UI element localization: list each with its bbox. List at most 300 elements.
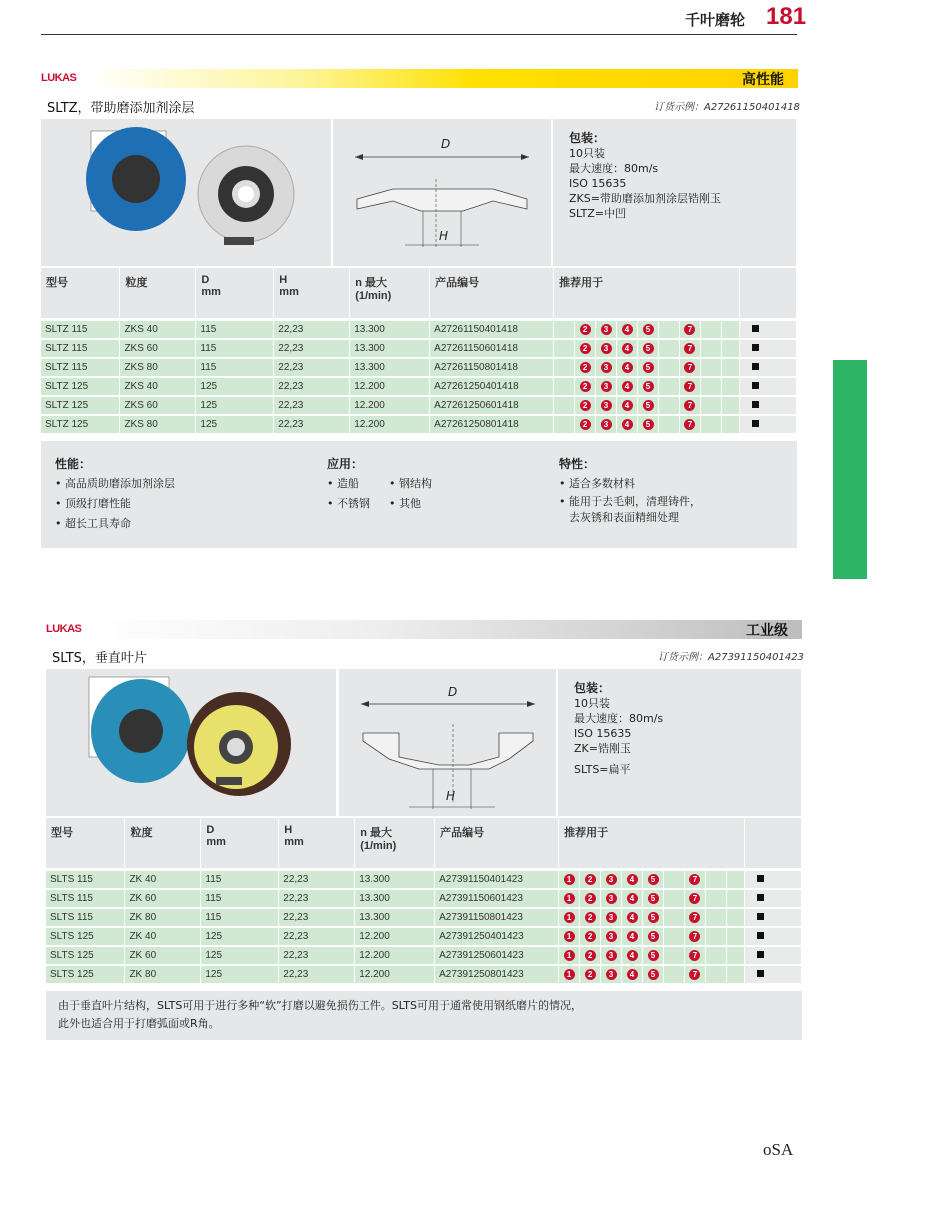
- cell-model: SLTZ 115: [41, 358, 120, 377]
- application-mark-cell: [721, 321, 739, 339]
- performance-item: • 顶级打磨性能: [55, 497, 131, 510]
- application-number-icon: 3: [606, 893, 617, 904]
- col-recommended: 推荐用于: [559, 818, 745, 868]
- application-mark-cell: [554, 339, 575, 358]
- application-mark-cell: [596, 377, 617, 396]
- application-mark-cell: [601, 871, 622, 889]
- cell-model: SLTZ 125: [41, 396, 120, 415]
- application-number-icon: 2: [585, 893, 596, 904]
- cell-grit: ZK 80: [125, 965, 201, 984]
- stock-cell: [744, 965, 801, 984]
- application-mark-cell: [643, 889, 664, 908]
- application-number-icon: 7: [684, 362, 695, 373]
- application-number-icon: 3: [606, 969, 617, 980]
- application-mark-cell: [684, 946, 705, 965]
- performance-item: • 超长工具寿命: [55, 517, 131, 530]
- application-mark-cell: [664, 927, 685, 946]
- application-number-icon: 5: [648, 969, 659, 980]
- application-mark-cell: [679, 339, 700, 358]
- application-mark-cell: [622, 946, 643, 965]
- packaging-line: SLTS=扁平: [574, 763, 631, 776]
- section-side-tab: [833, 360, 867, 579]
- application-number-icon: 4: [627, 893, 638, 904]
- cell-d: 115: [196, 358, 274, 377]
- application-mark-cell: [580, 871, 601, 889]
- cell-n: 12.200: [355, 927, 435, 946]
- application-mark-cell: [679, 321, 700, 339]
- application-number-icon: 5: [643, 400, 654, 411]
- table-row: [46, 908, 802, 927]
- application-mark-cell: [638, 321, 659, 339]
- stock-square-icon: [757, 894, 764, 901]
- application-mark-cell: [659, 321, 680, 339]
- col-recommended: 推荐用于: [554, 268, 740, 318]
- application-mark-cell: [659, 358, 680, 377]
- application-number-icon: 3: [601, 343, 612, 354]
- cell-n: 12.200: [355, 965, 435, 984]
- application-mark-cell: [705, 946, 726, 965]
- application-number-icon: 5: [643, 381, 654, 392]
- application-mark-cell: [700, 321, 721, 339]
- application-mark-cell: [638, 396, 659, 415]
- stock-cell: [739, 396, 796, 415]
- application-number-icon: 2: [585, 969, 596, 980]
- application-number-icon: 3: [606, 950, 617, 961]
- application-mark-cell: [559, 927, 580, 946]
- table-row: [46, 965, 802, 984]
- application-number-icon: 5: [643, 343, 654, 354]
- table-row: [41, 321, 797, 339]
- stock-cell: [744, 946, 801, 965]
- packaging-line: 最大速度：80m/s: [569, 162, 659, 175]
- cell-d: 125: [201, 965, 279, 984]
- table-row: [46, 946, 802, 965]
- application-mark-cell: [601, 889, 622, 908]
- table-row: [41, 377, 797, 396]
- cell-grit: ZKS 80: [120, 415, 196, 434]
- application-number-icon: 3: [606, 931, 617, 942]
- application-number-icon: 4: [622, 362, 633, 373]
- cell-d: 115: [201, 889, 279, 908]
- application-mark-cell: [726, 908, 744, 927]
- application-mark-cell: [596, 415, 617, 434]
- dimension-diagram-panel: [333, 119, 551, 266]
- application-heading: 应用：: [327, 457, 364, 471]
- application-mark-cell: [643, 965, 664, 984]
- table-row: [41, 415, 797, 434]
- application-mark-cell: [622, 871, 643, 889]
- tier-band: [86, 69, 798, 88]
- cell-model: SLTS 115: [46, 908, 125, 927]
- cell-grit: ZK 40: [125, 871, 201, 889]
- packaging-panel: [558, 669, 801, 816]
- stock-square-icon: [752, 325, 759, 332]
- application-mark-cell: [721, 339, 739, 358]
- cell-model: SLTS 115: [46, 889, 125, 908]
- application-mark-cell: [643, 946, 664, 965]
- stock-cell: [744, 889, 801, 908]
- application-number-icon: 2: [580, 400, 591, 411]
- application-number-icon: 3: [601, 381, 612, 392]
- packaging-line: SLTZ=中凹: [569, 207, 627, 220]
- cell-d: 115: [196, 339, 274, 358]
- application-number-icon: 1: [564, 912, 575, 923]
- application-mark-cell: [575, 321, 596, 339]
- stock-square-icon: [757, 913, 764, 920]
- page-number: 181: [766, 3, 807, 30]
- cell-d: 125: [196, 396, 274, 415]
- note-panel: [46, 991, 802, 1040]
- cell-model: SLTS 115: [46, 871, 125, 889]
- application-mark-cell: [601, 965, 622, 984]
- application-number-icon: 3: [606, 912, 617, 923]
- product-title: SLTZ，带助磨添加剂涂层: [47, 101, 195, 116]
- height-label: H: [439, 229, 449, 243]
- application-number-icon: 2: [580, 343, 591, 354]
- application-number-icon: 5: [648, 931, 659, 942]
- cell-grit: ZKS 80: [120, 358, 196, 377]
- application-mark-cell: [721, 396, 739, 415]
- note-line: 此外也适合用于打磨弧面或R角。: [58, 1017, 220, 1030]
- cell-model: SLTS 125: [46, 965, 125, 984]
- application-number-icon: 7: [689, 912, 700, 923]
- cell-article: A27261150601418: [430, 339, 554, 358]
- product-image-panel: [41, 119, 331, 266]
- application-mark-cell: [575, 396, 596, 415]
- application-mark-cell: [622, 965, 643, 984]
- application-number-icon: 3: [606, 874, 617, 885]
- application-number-icon: 4: [622, 419, 633, 430]
- cell-n: 12.200: [350, 415, 430, 434]
- application-number-icon: 2: [585, 912, 596, 923]
- application-mark-cell: [679, 415, 700, 434]
- properties-item: • 能用于去毛刺，清理铸件，: [559, 495, 701, 508]
- application-mark-cell: [575, 339, 596, 358]
- cell-n: 13.300: [355, 871, 435, 889]
- application-mark-cell: [726, 889, 744, 908]
- application-mark-cell: [643, 927, 664, 946]
- cell-d: 115: [201, 871, 279, 889]
- packaging-line: 10只装: [574, 697, 610, 710]
- application-mark-cell: [638, 339, 659, 358]
- application-mark-cell: [705, 908, 726, 927]
- application-item: • 其他: [389, 497, 421, 510]
- stock-square-icon: [752, 363, 759, 370]
- application-number-icon: 2: [585, 874, 596, 885]
- cell-article: A27391150601423: [435, 889, 559, 908]
- col-grit: 粒度: [125, 818, 201, 868]
- features-panel: [41, 441, 797, 548]
- application-number-icon: 2: [580, 362, 591, 373]
- application-mark-cell: [575, 377, 596, 396]
- application-mark-cell: [580, 908, 601, 927]
- application-mark-cell: [705, 871, 726, 889]
- application-mark-cell: [705, 889, 726, 908]
- cell-article: A27391250401423: [435, 927, 559, 946]
- page-header-title: 千叶磨轮: [685, 11, 746, 29]
- cell-h: 22,23: [279, 946, 355, 965]
- order-example: 订货示例：A27261150401418: [654, 102, 800, 113]
- application-mark-cell: [721, 358, 739, 377]
- application-mark-cell: [684, 871, 705, 889]
- application-mark-cell: [659, 396, 680, 415]
- product-title: SLTS，垂直叶片: [52, 651, 147, 666]
- properties-item: 去灰锈和表面精细处理: [569, 511, 679, 524]
- application-block: [327, 454, 507, 514]
- application-number-icon: 7: [689, 931, 700, 942]
- cell-grit: ZKS 40: [120, 377, 196, 396]
- cell-grit: ZKS 40: [120, 321, 196, 339]
- application-mark-cell: [575, 415, 596, 434]
- cell-n: 13.300: [355, 908, 435, 927]
- application-mark-cell: [721, 415, 739, 434]
- application-mark-cell: [554, 415, 575, 434]
- flap-disc-image: [46, 669, 336, 816]
- cell-h: 22,23: [279, 927, 355, 946]
- col-bore: H mm: [274, 268, 350, 318]
- application-number-icon: 7: [689, 874, 700, 885]
- application-number-icon: 3: [601, 362, 612, 373]
- cell-grit: ZK 40: [125, 927, 201, 946]
- cell-d: 125: [196, 377, 274, 396]
- cell-model: SLTZ 115: [41, 339, 120, 358]
- cell-article: A27261150801418: [430, 358, 554, 377]
- application-mark-cell: [617, 339, 638, 358]
- packaging-heading: 包装：: [569, 131, 606, 145]
- application-mark-cell: [700, 377, 721, 396]
- stock-square-icon: [752, 401, 759, 408]
- application-number-icon: 7: [689, 969, 700, 980]
- packaging-line: ISO 15635: [569, 177, 627, 190]
- application-number-icon: 7: [684, 381, 695, 392]
- stock-cell: [739, 321, 796, 339]
- performance-heading: 性能：: [55, 457, 92, 471]
- brand-logo: LUKAS: [46, 623, 82, 635]
- product-image-panel: [46, 669, 336, 816]
- stock-cell: [744, 927, 801, 946]
- cell-article: A27391150401423: [435, 871, 559, 889]
- application-mark-cell: [700, 339, 721, 358]
- cell-grit: ZKS 60: [120, 396, 196, 415]
- application-mark-cell: [617, 321, 638, 339]
- table-row: [41, 396, 797, 415]
- application-mark-cell: [580, 965, 601, 984]
- stock-cell: [739, 415, 796, 434]
- application-mark-cell: [705, 965, 726, 984]
- application-number-icon: 4: [622, 343, 633, 354]
- application-number-icon: 5: [648, 874, 659, 885]
- height-label: H: [446, 789, 456, 803]
- cell-h: 22,23: [279, 908, 355, 927]
- cell-model: SLTS 125: [46, 927, 125, 946]
- cell-n: 13.300: [350, 321, 430, 339]
- cell-model: SLTZ 125: [41, 415, 120, 434]
- application-number-icon: 2: [585, 931, 596, 942]
- application-number-icon: 3: [601, 400, 612, 411]
- stock-cell: [739, 377, 796, 396]
- tier-band: [90, 620, 802, 639]
- application-mark-cell: [601, 927, 622, 946]
- col-stock: [744, 818, 801, 868]
- cell-h: 22,23: [274, 415, 350, 434]
- application-mark-cell: [617, 358, 638, 377]
- properties-heading: 特性：: [559, 457, 596, 471]
- stock-cell: [739, 358, 796, 377]
- application-mark-cell: [664, 908, 685, 927]
- application-mark-cell: [638, 377, 659, 396]
- packaging-heading: 包装：: [574, 681, 611, 695]
- tier-label: 工业级: [746, 623, 788, 639]
- application-mark-cell: [601, 908, 622, 927]
- application-mark-cell: [684, 889, 705, 908]
- cell-model: SLTZ 125: [41, 377, 120, 396]
- application-number-icon: 3: [601, 419, 612, 430]
- application-number-icon: 1: [564, 931, 575, 942]
- cell-n: 12.200: [355, 946, 435, 965]
- application-number-icon: 5: [648, 950, 659, 961]
- stock-square-icon: [752, 382, 759, 389]
- cell-d: 125: [196, 415, 274, 434]
- application-number-icon: 7: [689, 950, 700, 961]
- properties-item: • 适合多数材料: [559, 477, 635, 490]
- stock-cell: [744, 871, 801, 889]
- application-mark-cell: [638, 358, 659, 377]
- application-item: • 不锈钢: [327, 497, 370, 510]
- application-mark-cell: [664, 946, 685, 965]
- packaging-line: 10只装: [569, 147, 605, 160]
- col-max-speed: n 最大 (1/min): [355, 818, 435, 868]
- application-mark-cell: [617, 396, 638, 415]
- application-number-icon: 5: [648, 893, 659, 904]
- packaging-line: ISO 15635: [574, 727, 632, 740]
- application-number-icon: 5: [643, 419, 654, 430]
- application-mark-cell: [559, 965, 580, 984]
- stock-cell: [739, 339, 796, 358]
- application-number-icon: 7: [684, 419, 695, 430]
- cell-n: 13.300: [350, 358, 430, 377]
- packaging-panel: [553, 119, 796, 266]
- application-number-icon: 4: [627, 969, 638, 980]
- stock-square-icon: [757, 951, 764, 958]
- application-number-icon: 1: [564, 950, 575, 961]
- packaging-line: ZK=锆刚玉: [574, 742, 631, 755]
- application-number-icon: 7: [684, 343, 695, 354]
- application-mark-cell: [622, 889, 643, 908]
- application-number-icon: 2: [580, 381, 591, 392]
- application-item: • 钢结构: [389, 477, 432, 490]
- application-number-icon: 4: [627, 874, 638, 885]
- properties-block: [559, 454, 789, 526]
- application-mark-cell: [684, 908, 705, 927]
- application-number-icon: 4: [627, 950, 638, 961]
- cell-h: 22,23: [274, 377, 350, 396]
- dimension-diagram-panel: [339, 669, 556, 816]
- cell-n: 13.300: [355, 889, 435, 908]
- application-mark-cell: [643, 871, 664, 889]
- cell-article: A27261250601418: [430, 396, 554, 415]
- table-row: [41, 339, 797, 358]
- cell-article: A27391250601423: [435, 946, 559, 965]
- application-mark-cell: [643, 908, 664, 927]
- application-mark-cell: [664, 871, 685, 889]
- cell-d: 125: [201, 946, 279, 965]
- cell-model: SLTZ 115: [41, 321, 120, 339]
- tier-label: 高性能: [742, 72, 784, 88]
- cell-model: SLTS 125: [46, 946, 125, 965]
- stock-square-icon: [752, 344, 759, 351]
- application-mark-cell: [554, 358, 575, 377]
- application-mark-cell: [700, 358, 721, 377]
- col-diameter: D mm: [201, 818, 279, 868]
- application-mark-cell: [726, 965, 744, 984]
- cell-h: 22,23: [279, 889, 355, 908]
- application-mark-cell: [596, 396, 617, 415]
- cell-article: A27391150801423: [435, 908, 559, 927]
- application-mark-cell: [726, 946, 744, 965]
- order-example: 订货示例：A27391150401423: [658, 652, 804, 663]
- application-mark-cell: [554, 377, 575, 396]
- application-number-icon: 7: [684, 324, 695, 335]
- spec-table: [41, 268, 797, 435]
- col-model: 型号: [41, 268, 120, 318]
- table-row: [46, 927, 802, 946]
- application-number-icon: 4: [622, 381, 633, 392]
- application-mark-cell: [726, 927, 744, 946]
- application-mark-cell: [622, 927, 643, 946]
- cell-grit: ZKS 60: [120, 339, 196, 358]
- application-mark-cell: [580, 946, 601, 965]
- cell-grit: ZK 60: [125, 889, 201, 908]
- cell-article: A27391250801423: [435, 965, 559, 984]
- application-mark-cell: [559, 946, 580, 965]
- application-number-icon: 5: [643, 324, 654, 335]
- cell-n: 12.200: [350, 396, 430, 415]
- col-article: 产品编号: [435, 818, 559, 868]
- application-item: • 造船: [327, 477, 359, 490]
- application-mark-cell: [596, 321, 617, 339]
- cell-grit: ZK 80: [125, 908, 201, 927]
- stock-cell: [744, 908, 801, 927]
- application-number-icon: 1: [564, 969, 575, 980]
- cell-n: 12.200: [350, 377, 430, 396]
- application-mark-cell: [721, 377, 739, 396]
- cell-grit: ZK 60: [125, 946, 201, 965]
- cell-h: 22,23: [274, 321, 350, 339]
- col-max-speed: n 最大 (1/min): [350, 268, 430, 318]
- application-number-icon: 4: [627, 912, 638, 923]
- application-mark-cell: [679, 396, 700, 415]
- stock-square-icon: [757, 875, 764, 882]
- col-bore: H mm: [279, 818, 355, 868]
- flap-disc-image: [41, 119, 331, 266]
- cell-h: 22,23: [274, 358, 350, 377]
- col-grit: 粒度: [120, 268, 196, 318]
- packaging-line: ZKS=带助磨添加剂涂层锆刚玉: [569, 192, 721, 205]
- application-mark-cell: [559, 889, 580, 908]
- application-number-icon: 5: [643, 362, 654, 373]
- note-line: 由于垂直叶片结构，SLTS可用于进行多种“软”打磨以避免损伤工件。SLTS可用于通常使用钢纸磨片的情况，: [58, 999, 582, 1012]
- table-row: [46, 871, 802, 889]
- application-number-icon: 4: [627, 931, 638, 942]
- application-mark-cell: [659, 415, 680, 434]
- cell-d: 115: [196, 321, 274, 339]
- application-mark-cell: [622, 908, 643, 927]
- application-mark-cell: [580, 927, 601, 946]
- osa-certification-symbol: oSA: [763, 1140, 794, 1159]
- brand-logo: LUKAS: [41, 72, 77, 84]
- performance-block: [55, 454, 175, 534]
- header-rule: [41, 34, 797, 35]
